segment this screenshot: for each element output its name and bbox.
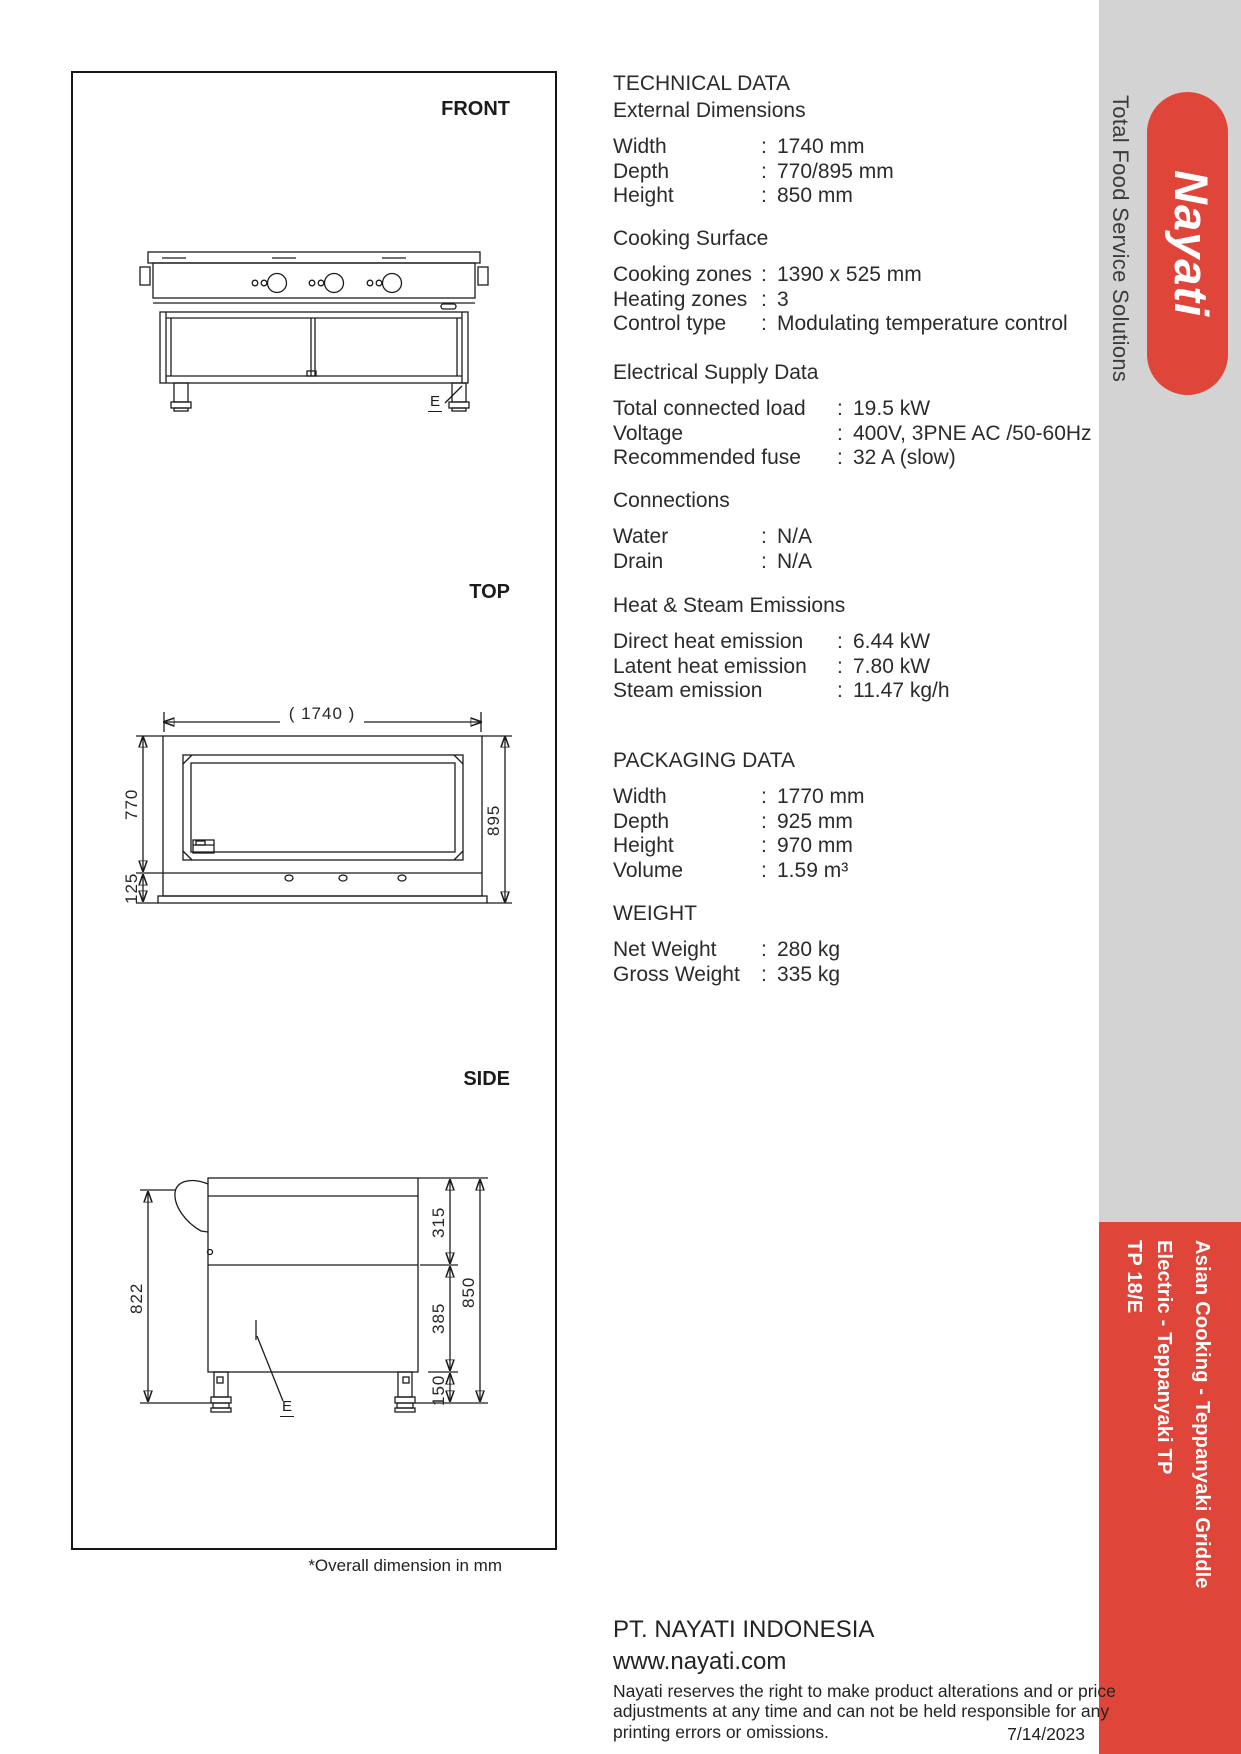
top-view-drawing: [136, 712, 512, 903]
dimension-note: *Overall dimension in mm: [308, 1556, 502, 1575]
section-cooking-surface: [613, 228, 1138, 337]
disclaimer-line: printing errors or omissions.: [613, 1721, 829, 1742]
product-model: TP 18/E: [1123, 1240, 1145, 1314]
section-packaging-data: [613, 750, 1138, 883]
spec-row: Heating zones : 3: [613, 287, 789, 311]
brand-tagline: Total Food Service Solutions: [1108, 95, 1133, 383]
spec-row: Width : 1740 mm: [613, 135, 865, 158]
spec-row: Total connected load : 19.5 kW: [613, 397, 931, 420]
dim-leg-height: 150: [429, 1374, 448, 1406]
front-view-drawing: [140, 252, 488, 411]
dim-left-height: 822: [127, 1282, 146, 1314]
spec-row: Width : 1770 mm: [613, 785, 865, 808]
spec-row: Gross Weight : 335 kg: [613, 962, 841, 986]
spec-row: Water : N/A: [613, 525, 813, 548]
side-view-label: SIDE: [463, 1068, 510, 1090]
publication-date: 7/14/2023: [1007, 1724, 1085, 1744]
product-category: Asian Cooking - Teppanyaki Griddle: [1191, 1240, 1213, 1589]
spec-row: Depth : 925 mm: [613, 809, 853, 833]
dim-body-depth: 770: [122, 788, 141, 820]
top-view-label: TOP: [469, 581, 510, 603]
spec-row: Height : 970 mm: [613, 834, 853, 858]
section-external-dimensions: [613, 100, 1138, 209]
spec-row: Latent heat emission : 7.80 kW: [613, 654, 931, 678]
e-callout-side: E: [282, 1398, 293, 1415]
disclaimer-line: adjustments at any time and can not be held responsible for any: [613, 1701, 1110, 1722]
spec-row: Cooking zones : 1390 x 525 mm: [613, 263, 922, 286]
spec-row: Recommended fuse : 32 A (slow): [613, 446, 956, 470]
product-family: Electric - Teppanyaki TP: [1153, 1240, 1175, 1475]
front-view-label: FRONT: [441, 98, 510, 120]
dim-top-section: 315: [429, 1206, 448, 1238]
spec-row: Depth : 770/895 mm: [613, 159, 894, 183]
company-name: PT. NAYATI INDONESIA: [613, 1616, 875, 1643]
spec-row: Drain : N/A: [613, 549, 813, 573]
dim-overall-depth: 895: [484, 804, 503, 836]
technical-data-title: TECHNICAL DATA: [613, 72, 790, 95]
spec-row: Control type : Modulating temperature control: [613, 312, 1068, 336]
section-heading: WEIGHT: [613, 902, 697, 925]
section-heading: PACKAGING DATA: [613, 749, 796, 772]
dim-overall-width: ( 1740 ): [280, 704, 364, 724]
disclaimer-line: Nayati reserves the right to make product alterations and or price: [613, 1681, 1116, 1701]
nayati-logo-text: Nayati: [1165, 170, 1218, 318]
dim-front-strip: 125: [122, 872, 141, 904]
website-url: www.nayati.com: [613, 1648, 787, 1675]
spec-row: Direct heat emission : 6.44 kW: [613, 630, 931, 653]
spec-row: Steam emission : 11.47 kg/h: [613, 679, 950, 703]
section-heading: External Dimensions: [613, 99, 806, 122]
section-electrical-supply: [613, 362, 1138, 471]
spec-row: Height : 850 mm: [613, 184, 853, 208]
section-heading: Heat & Steam Emissions: [613, 594, 846, 617]
spec-row: Net Weight : 280 kg: [613, 938, 841, 961]
section-connections: [613, 490, 1138, 574]
dim-middle-section: 385: [429, 1302, 448, 1334]
spec-row: Volume : 1.59 m³: [613, 858, 849, 882]
section-weight: [613, 903, 1138, 987]
section-heat-steam: [613, 595, 1138, 704]
section-heading: Connections: [613, 489, 730, 512]
e-callout-front: E: [430, 393, 441, 410]
section-heading: Electrical Supply Data: [613, 361, 819, 384]
dim-total-height: 850: [459, 1276, 478, 1308]
section-heading: Cooking Surface: [613, 227, 769, 250]
spec-row: Voltage : 400V, 3PNE AC /50-60Hz: [613, 421, 1092, 445]
